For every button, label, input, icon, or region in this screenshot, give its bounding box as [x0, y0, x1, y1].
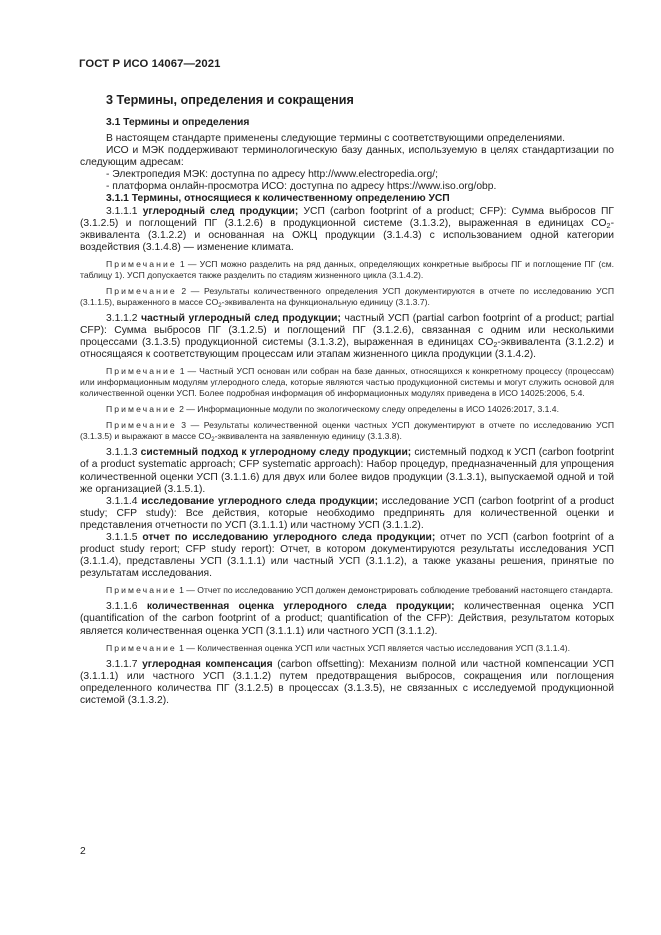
section-title: 3 Термины, определения и сокращения	[106, 93, 354, 107]
note-label: Примечание	[106, 404, 177, 415]
subscript: 2	[493, 340, 498, 350]
standard-code-header: ГОСТ Р ИСО 14067—2021	[79, 58, 221, 70]
term-entry	[80, 313, 614, 361]
group-heading: 3.1.1 Термины, относящиеся к количественному определению УСП	[106, 193, 450, 205]
note-text: 2 — Информационные модули по экологическому следу определены в ИСО 14026:2017, 3.1.4.	[176, 404, 559, 415]
term-number: 3.1.1.7	[106, 658, 138, 670]
term-entry	[80, 601, 614, 637]
term-name: углеродный след продукции;	[142, 205, 299, 217]
term-number: 3.1.1.4	[106, 495, 138, 507]
subscript: 2	[606, 220, 611, 230]
note-text: 1 — Отчет по исследованию УСП должен демонстрировать соблюдение требований настоящего стандарта.	[176, 585, 613, 596]
term-definition: исследование УСП (carbon footprint of a product study; CFP study): Все действия, которые необходимо предпринять для количественной оценки и представления отчетности по УСП (3.1.1.1) или частному УСП (3.1.1.2).	[80, 495, 614, 531]
term-definition: количественная оценка УСП (quantification of the carbon footprint of a product; quantification of the CFP): Действия, результатом которых является количественная оценка УСП (3.1.1.1) или частного УСП (3.1.1.2).	[80, 601, 614, 637]
list-item: - Электропедия МЭК: доступна по адресу http://www.electropedia.org/;	[106, 169, 438, 181]
term-note	[80, 585, 614, 596]
page-number: 2	[80, 846, 86, 857]
term-name: количественная оценка углеродного следа продукции;	[146, 601, 455, 613]
note-text: -эквивалента на заявленную единицу (3.1.3.8).	[214, 431, 402, 442]
subscript: 2	[211, 437, 215, 444]
term-entry	[80, 447, 614, 495]
term-definition: УСП (carbon footprint of a product; CFP): Сумма выбросов ПГ (3.1.2.5) и поглощений ПГ (3.1.2.6) в продукционной системе (3.1.3.2), выраженная в единицах CO	[80, 205, 614, 229]
term-entry	[80, 659, 614, 707]
note-text: 1 — Количественная оценка УСП или частных УСП является частью исследования УСП (3.1.1.4).	[176, 642, 570, 653]
note-label: Примечание	[106, 642, 177, 653]
subscript: 2	[218, 302, 222, 309]
term-name: системный подход к углеродному следу продукции;	[140, 447, 412, 459]
term-note	[80, 366, 614, 399]
term-name: исследование углеродного следа продукции;	[141, 495, 379, 507]
term-name: углеродная компенсация	[142, 658, 273, 670]
term-note	[80, 286, 614, 308]
term-definition: отчет по УСП (carbon footprint of a product study report; CFP study report): Отчет, в котором документируются результаты исследования УСП (3.1.1.4), представлены УСП (3.1.1.1) или частный УСП (3.1.1.2), а также указаны решения, принятые по результатам исследования.	[80, 531, 614, 580]
note-text: -эквивалента на функциональную единицу (3.1.3.7).	[221, 296, 430, 307]
subsection-title: 3.1 Термины и определения	[106, 117, 250, 128]
note-label: Примечание	[106, 258, 177, 269]
term-note	[80, 420, 614, 442]
term-definition: частный УСП (partial carbon footprint of a product; partial CFP): Сумма выбросов ПГ (3.1.2.5) и поглощений ПГ (3.1.2.6), связанная с одним или несколькими процессами (3.1.3.5) продукционной системы (3.1.3.2), выраженная в единицах CO	[80, 312, 614, 349]
term-definition: системный подход к УСП (carbon footprint of a product systematic approach; CFP systematic approach): Набор процедур, предназначенный для упрощения количественной оценки УСП (3.1.1.6) для двух или более видов продукции (3.1.3.1), выпускаемой одной и той же организацией (3.1.5.1).	[80, 447, 614, 495]
term-number: 3.1.1.5	[106, 531, 138, 543]
note-text: 1 — Частный УСП основан или собран на базе данных, относящихся к конкретному процессу (процессам) или информационным модулям углеродного следа, которые являются частью продукционной системы и могут служить основой для количественной оценки УСП. Более подробная информация об информационных модулях приведена в ИСО 14025:2006, 5.4.	[80, 366, 614, 399]
term-entry	[80, 532, 614, 580]
term-note	[80, 404, 614, 415]
note-label: Примечание	[106, 585, 177, 596]
term-number: 3.1.1.1	[106, 205, 138, 217]
term-name: частный углеродный след продукции;	[141, 312, 341, 324]
intro-paragraph: ИСО и МЭК поддерживают терминологическую базу данных, используемую в целях стандартизации по следующим адресам:	[80, 145, 614, 169]
document-body	[80, 133, 614, 707]
term-note	[80, 643, 614, 654]
term-definition: -эквивалента (3.1.2.2) и основанная на ОЖЦ продукции (3.1.4.3) с использованием одной категории воздействия (3.1.4.8) — изменение климата.	[80, 217, 614, 253]
term-entry	[80, 496, 614, 532]
term-number: 3.1.1.2	[106, 312, 138, 324]
term-number: 3.1.1.3	[106, 447, 138, 459]
intro-paragraph: В настоящем стандарте применены следующие термины с соответствующими определениями.	[106, 133, 566, 144]
term-definition: -эквивалента (3.1.2.2) и относящаяся к соответствующим процессам или этапам жизненного цикла продукции (3.1.4.2).	[80, 337, 614, 361]
term-definition: (carbon offsetting): Механизм полной или частной компенсации УСП (3.1.1.1) или частного УСП (3.1.1.2) путем предотвращения выбросов, сокращения или поглощения определенного количества ПГ (3.1.2.5) в процессах (3.1.3.5), не связанных с исследуемой продукционной системой (3.1.3.2).	[80, 658, 614, 706]
term-number: 3.1.1.6	[106, 601, 138, 613]
note-label: Примечание	[106, 420, 177, 431]
note-text: 2 — Результаты количественного определения УСП документируются в отчете по исследованию УСП (3.1.1.5), выраженного в массе CO	[80, 285, 614, 307]
term-name: отчет по исследованию углеродного следа продукции;	[142, 531, 436, 543]
note-text: 3 — Результаты количественной оценки частных УСП документируют в отчете по исследованию УСП (3.1.3.5) и выражают в массе CO	[80, 420, 614, 442]
list-item: - платформа онлайн-просмотра ИСО: доступна по адресу https://www.iso.org/obp.	[106, 181, 497, 193]
term-entry	[80, 206, 614, 254]
note-label: Примечание	[106, 366, 177, 377]
note-label: Примечание	[106, 285, 177, 296]
note-text: 1 — УСП можно разделить на ряд данных, определяющих конкретные выбросы ПГ и поглощение ПГ (см. таблицу 1). УСП допускается также разделить по стадиям жизненного цикла (3.1.4.2).	[80, 258, 614, 280]
term-note	[80, 259, 614, 281]
